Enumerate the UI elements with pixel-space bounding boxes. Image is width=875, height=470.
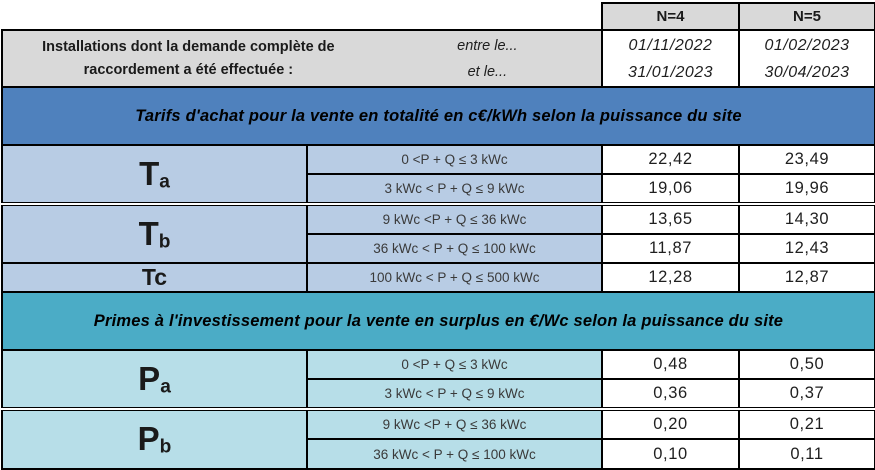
prime-band-row <box>2 292 875 350</box>
power-range: 0 <P + Q ≤ 3 kWc <box>307 350 602 379</box>
date-range-row <box>2 30 875 87</box>
pb-label-base: P <box>137 420 160 458</box>
tariff-band-row <box>2 87 875 145</box>
pa-label-sub: a <box>160 376 171 398</box>
column-header-n5: N=5 <box>739 3 875 30</box>
power-range: 0 <P + Q ≤ 3 kWc <box>307 145 602 174</box>
value-n4: 22,42 <box>602 145 739 174</box>
value-n5: 14,30 <box>739 204 875 234</box>
power-range: 36 kWc < P + Q ≤ 100 kWc <box>307 234 602 263</box>
n5-start-date: 01/02/2023 <box>764 36 850 54</box>
ta-label-base: T <box>139 154 160 192</box>
value-n4: 0,36 <box>602 379 739 409</box>
value-n4: 12,28 <box>602 263 739 292</box>
n5-date-range <box>739 30 875 87</box>
between-label: entre le... <box>457 37 518 54</box>
value-n5: 0,50 <box>739 350 875 379</box>
value-n4: 0,10 <box>602 439 739 469</box>
tb-label-cell <box>2 204 307 263</box>
pb-label-cell <box>2 409 307 469</box>
n4-end-date: 31/01/2023 <box>627 63 714 81</box>
value-n4: 0,20 <box>602 409 739 439</box>
power-range: 3 kWc < P + Q ≤ 9 kWc <box>307 174 602 204</box>
table-row <box>2 409 875 439</box>
n5-end-date: 30/04/2023 <box>764 63 850 81</box>
tc-label-cell <box>2 263 307 292</box>
table-row <box>2 350 875 379</box>
installation-info-text: Installations dont la demande complète de raccordement a été effectuée : <box>42 39 335 78</box>
ta-label-sub: a <box>159 171 170 193</box>
column-header-n4: N=4 <box>602 3 739 30</box>
value-n5: 0,11 <box>739 439 875 469</box>
table-row <box>2 263 875 292</box>
period-header-row <box>2 3 875 30</box>
pb-label-sub: b <box>159 436 172 458</box>
date-range-labels <box>374 33 601 85</box>
power-range: 100 kWc < P + Q ≤ 500 kWc <box>307 263 602 292</box>
value-n5: 12,43 <box>739 234 875 263</box>
value-n5: 0,37 <box>739 379 875 409</box>
power-range: 3 kWc < P + Q ≤ 9 kWc <box>307 379 602 409</box>
n4-start-date: 01/11/2022 <box>628 36 713 54</box>
value-n4: 19,06 <box>602 174 739 204</box>
value-n4: 13,65 <box>602 204 739 234</box>
power-range: 36 kWc < P + Q ≤ 100 kWc <box>307 439 602 469</box>
power-range: 9 kWc <P + Q ≤ 36 kWc <box>307 204 602 234</box>
ta-label-cell <box>2 145 307 204</box>
tb-label-sub: b <box>158 231 171 253</box>
value-n4: 11,87 <box>602 234 739 263</box>
value-n5: 23,49 <box>739 145 875 174</box>
tb-label-base: T <box>138 214 159 252</box>
and-label: et le... <box>467 63 508 80</box>
value-n5: 12,87 <box>739 263 875 292</box>
value-n5: 19,96 <box>739 174 875 204</box>
table-row <box>2 145 875 174</box>
pa-label-base: P <box>138 359 161 397</box>
n4-date-range <box>602 30 739 87</box>
pa-label-cell <box>2 350 307 409</box>
tariff-section-title: Tarifs d'achat pour la vente en totalité en c€/kWh selon la puissance du site <box>2 87 875 145</box>
installation-info-cell <box>2 30 602 87</box>
prime-section-title: Primes à l'investissement pour la vente en surplus en €/Wc selon la puissance du site <box>2 292 875 350</box>
tc-label-base: T <box>141 264 155 290</box>
tc-label-sub: c <box>154 264 168 290</box>
value-n4: 0,48 <box>602 350 739 379</box>
tariff-table <box>1 2 875 470</box>
empty-corner <box>2 3 602 30</box>
table-row <box>2 204 875 234</box>
value-n5: 0,21 <box>739 409 875 439</box>
power-range: 9 kWc <P + Q ≤ 36 kWc <box>307 409 602 439</box>
